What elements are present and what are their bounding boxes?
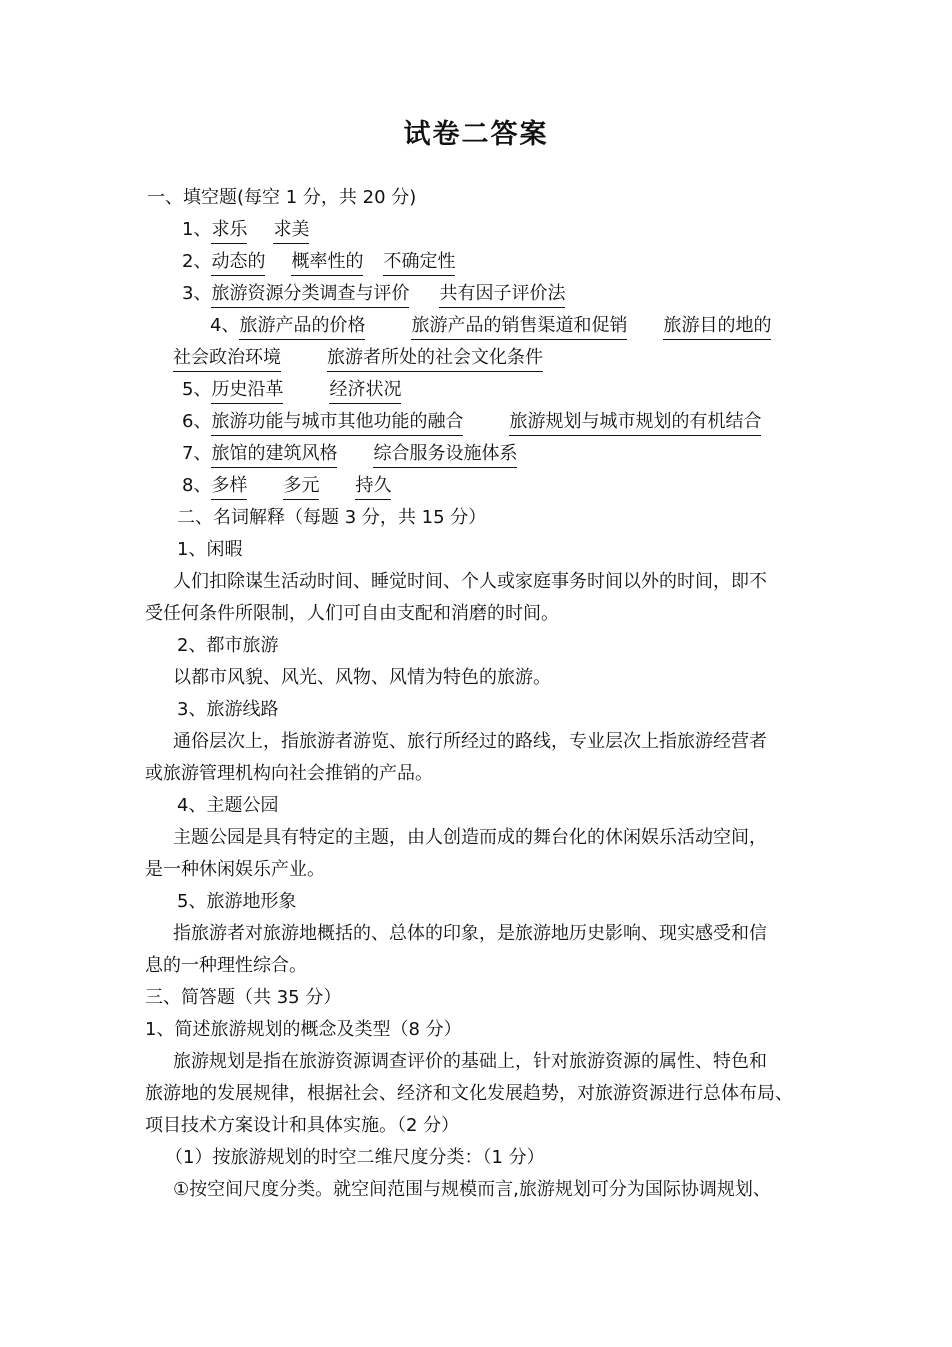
answer-blank: 旅游产品的销售渠道和促销 [411, 314, 627, 340]
answer-paragraph: 项目技术方案设计和具体实施。（2 分） [145, 1115, 460, 1136]
answer-blank: 不确定性 [383, 250, 455, 276]
answer-blank: 旅馆的建筑风格 [211, 442, 337, 468]
fill-q6: 6、旅游功能与城市其他功能的融合 旅游规划与城市规划的有机结合 [182, 410, 761, 436]
answer-blank: 旅游资源分类调查与评价 [211, 282, 409, 308]
answer-blank: 持久 [355, 474, 391, 500]
answer-blank: 多样 [211, 474, 247, 500]
section3-heading: 三、简答题（共 35 分） [145, 987, 342, 1008]
term-title: 4、主题公园 [177, 795, 279, 816]
answer-blank: 旅游产品的价格 [239, 314, 365, 340]
answer-blank: 动态的 [211, 250, 265, 276]
question-title: 1、简述旅游规划的概念及类型（8 分） [145, 1019, 462, 1040]
answer-blank: 历史沿革 [211, 378, 283, 404]
term-title: 3、旅游线路 [177, 699, 279, 720]
answer-blank: 旅游者所处的社会文化条件 [327, 346, 543, 372]
answer-paragraph: ①按空间尺度分类。就空间范围与规模而言,旅游规划可分为国际协调规划、 [173, 1179, 771, 1200]
term-title: 1、闲暇 [177, 539, 243, 560]
term-title: 5、旅游地形象 [177, 891, 297, 912]
fill-q7: 7、旅馆的建筑风格 综合服务设施体系 [182, 442, 517, 468]
fill-q5: 5、历史沿革 经济状况 [182, 378, 401, 404]
term-definition: 息的一种理性综合。 [145, 955, 307, 976]
term-title: 2、都市旅游 [177, 635, 279, 656]
answer-blank: 经济状况 [329, 378, 401, 404]
section1-heading: 一、填空题(每空 1 分，共 20 分) [147, 187, 417, 208]
fill-q3: 3、旅游资源分类调查与评价 共有因子评价法 [182, 282, 565, 308]
fill-q1: 1、求乐 求美 [182, 218, 309, 244]
answer-blank: 求美 [273, 218, 309, 244]
answer-paragraph: 旅游规划是指在旅游资源调查评价的基础上，针对旅游资源的属性、特色和 [173, 1051, 767, 1072]
answer-blank: 旅游功能与城市其他功能的融合 [211, 410, 463, 436]
answer-blank: 共有因子评价法 [439, 282, 565, 308]
term-definition: 人们扣除谋生活动时间、睡觉时间、个人或家庭事务时间以外的时间，即不 [173, 571, 767, 592]
term-definition: 通俗层次上，指旅游者游览、旅行所经过的路线，专业层次上指旅游经营者 [173, 731, 767, 752]
answer-paragraph: 旅游地的发展规律，根据社会、经济和文化发展趋势，对旅游资源进行总体布局、 [145, 1083, 793, 1104]
fill-q2: 2、动态的 概率性的 不确定性 [182, 250, 455, 276]
term-definition: 是一种休闲娱乐产业。 [145, 859, 325, 880]
answer-blank: 多元 [283, 474, 319, 500]
term-definition: 以都市风貌、风光、风物、风情为特色的旅游。 [173, 667, 551, 688]
section2-heading: 二、名词解释（每题 3 分，共 15 分） [177, 507, 487, 528]
answer-blank: 求乐 [211, 218, 247, 244]
answer-blank: 综合服务设施体系 [373, 442, 517, 468]
fill-q8: 8、多样 多元 持久 [182, 474, 391, 500]
answer-blank: 概率性的 [291, 250, 363, 276]
answer-paragraph: （1）按旅游规划的时空二维尺度分类：（1 分） [165, 1147, 545, 1168]
term-definition: 或旅游管理机构向社会推销的产品。 [145, 763, 433, 784]
term-definition: 受任何条件所限制，人们可自由支配和消磨的时间。 [145, 603, 559, 624]
document-title: 试卷二答案 [403, 119, 549, 150]
answer-blank: 社会政治环境 [173, 346, 281, 372]
term-definition: 指旅游者对旅游地概括的、总体的印象，是旅游地历史影响、现实感受和信 [173, 923, 767, 944]
fill-q4-cont [173, 346, 543, 372]
answer-blank: 旅游目的地的 [663, 314, 771, 340]
fill-q4: 4、旅游产品的价格 旅游产品的销售渠道和促销 旅游目的地的 [210, 314, 771, 340]
term-definition: 主题公园是具有特定的主题，由人创造而成的舞台化的休闲娱乐活动空间， [173, 827, 767, 848]
answer-blank: 旅游规划与城市规划的有机结合 [509, 410, 761, 436]
